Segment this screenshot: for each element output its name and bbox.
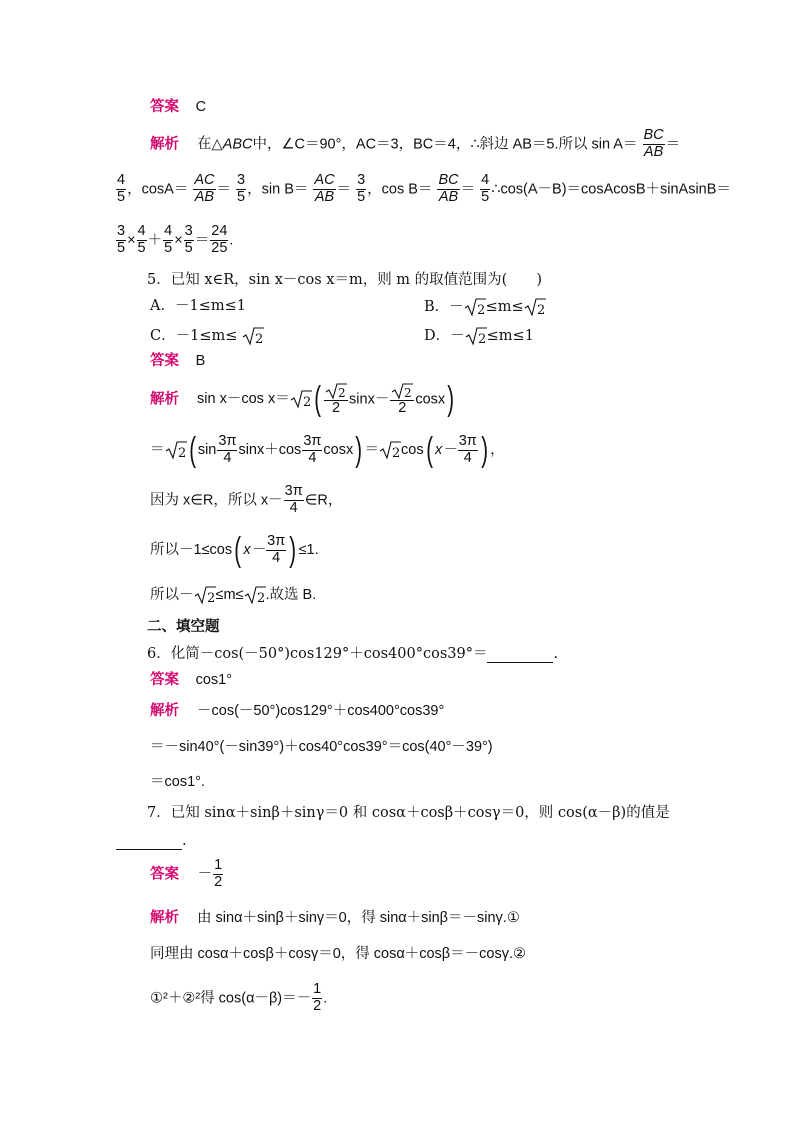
q5-analysis-line-3: 因为 x∈R，所以 x－ $\frac{3\pi}{4}$ ∈R， (150, 483, 343, 516)
svg-text:2: 2 (256, 591, 265, 605)
q6-analysis-line-2: ＝－sin40°(－sin39°)＋cos40°cos39°＝cos(40°－39°) (150, 739, 493, 755)
fraction-ac-ab-2: $\frac{AC}{AB}$ (314, 172, 335, 205)
q4-text: 中，∠C＝90°，AC＝3，BC＝4，∴斜边 AB＝5.所以 sin A＝ (252, 136, 638, 153)
fraction-4-5-2: $\frac{4}{5}$ (481, 172, 490, 205)
analysis-label: 解析 (150, 703, 179, 719)
q5-option-b: B．－ 2 ≤m≤ 2 (424, 299, 545, 317)
q4-text: 在 (197, 136, 212, 153)
q6-analysis-line-1: 解析 －cos(－50°)cos129°＋cos400°cos39° (150, 703, 445, 719)
q4-answer-value: C (195, 99, 207, 115)
svg-text:2: 2 (404, 386, 412, 400)
q4-analysis-line-1 (150, 128, 680, 161)
q4-text: ，sin B＝ (247, 181, 309, 198)
q6-answer-line (150, 673, 232, 688)
q6-analysis-line-3: ＝cos1°. (150, 774, 205, 790)
answer-label: 答案 (150, 672, 179, 688)
q5-option-d: D．－ 2 ≤m≤1 (424, 328, 534, 346)
answer-label: 答案 (150, 99, 179, 115)
analysis-label: 解析 (150, 391, 179, 408)
sqrt-symbol (464, 297, 486, 317)
q7-analysis-line-3: ①²＋②²得 cos(α－β)＝－ $\frac{1}{2}$ . (150, 981, 328, 1014)
q5-analysis-line-2: ＝ 2 ( sin $\frac{3\pi}{4}$ sinx＋cos $\frac{3\pi}{4}$ cosx) ＝ 2 cos( x－ $\frac{3\pi}{4}$ ) ， (150, 431, 505, 469)
q5-option-a: A．－1≤m≤1 (150, 298, 246, 314)
q5-answer-line (150, 354, 205, 369)
answer-label: 答案 (150, 866, 179, 883)
svg-text:2: 2 (177, 446, 186, 460)
q5-answer-value: B (195, 353, 206, 369)
q7-analysis-line-1: 解析 由 sinα＋sinβ＋sinγ＝0，得 sinα＋sinβ＝－sinγ.① (150, 910, 520, 926)
q5-option-c: C．－1≤m≤ 2 (150, 328, 264, 346)
fraction-bc-ab: $\frac{BC}{AB}$ (643, 127, 664, 160)
q5-stem: 5．已知 x∈R，sin x－cos x＝m，则 m 的取值范围为( ) (147, 272, 542, 288)
q7-stem-line-1: 7．已知 sinα＋sinβ＋sinγ＝0 和 cosα＋cosβ＋cosγ＝0，则 cos(α－β)的值是 (147, 805, 670, 821)
q4-text: ，cosA＝ (127, 181, 189, 198)
analysis-label: 解析 (150, 136, 179, 153)
q6-stem: 6．化简－cos(－50°)cos129°＋cos400°cos39°＝ . (147, 646, 559, 662)
triangle-symbol: △ (211, 136, 223, 153)
q4-text: ABC (222, 136, 253, 153)
answer-blank (116, 834, 182, 850)
svg-text:2: 2 (536, 303, 545, 317)
q5-analysis-line-4: 所以－1≤cos( x－ $\frac{3\pi}{4}$ ) ≤1. (150, 531, 319, 569)
q7-analysis-line-2: 同理由 cosα＋cosβ＋cosγ＝0，得 cosα＋cosβ＝－cosγ.② (150, 946, 526, 962)
fraction-24-25: $\frac{24}{25}$ (211, 223, 228, 256)
q7-answer-line: 答案 － $\frac{1}{2}$ (150, 857, 223, 890)
q4-answer-line (150, 100, 206, 115)
fraction-3-5: $\frac{3}{5}$ (237, 172, 246, 205)
q5-analysis-line-5: 所以－ 2 ≤m≤ 2 .故选 B. (150, 586, 317, 605)
answer-label: 答案 (150, 353, 179, 369)
q4-analysis-line-2: $\frac{4}{5}$ ，cosA＝ $\frac{AC}{AB}$ ＝ $\frac{3}{5}$ ，sin B＝ $\frac{AC}{AB}$ ＝ $\frac{3}{5}$ ，cos B＝ $\frac{BC}{AB}$ ＝ $\frac{4}{5}$ ∴cos(A－B)＝cosAcosB＋sinAsinB＝ (117, 172, 731, 205)
q4-text: ，cos B＝ (367, 181, 433, 198)
q4-text: ∴cos(A－B)＝cosAcosB＋sinAsinB＝ (491, 181, 731, 198)
q6-answer-value: cos1° (195, 672, 233, 688)
q5-analysis-line-1: 解析 sin x－cos x＝ 2 ( $\frac{2}{2}$ sinx－ $\frac{2}{2}$ cosx) (150, 380, 455, 419)
section-heading: 二、填空题 (147, 619, 220, 635)
svg-text:2: 2 (254, 332, 264, 346)
svg-text:2: 2 (476, 303, 485, 317)
analysis-label: 解析 (150, 910, 179, 926)
svg-text:2: 2 (392, 446, 401, 460)
svg-text:2: 2 (338, 386, 346, 400)
answer-blank (487, 647, 553, 663)
svg-text:2: 2 (302, 395, 311, 410)
q4-analysis-line-3: $\frac{3}{5}$ × $\frac{4}{5}$ ＋ $\frac{4}{5}$ × $\frac{3}{5}$ ＝ $\frac{24}{25}$ . (117, 223, 234, 256)
equals: ＝ (665, 136, 681, 153)
svg-text:2: 2 (477, 332, 486, 346)
fraction-ac-ab: $\frac{AC}{AB}$ (194, 172, 215, 205)
fraction-3-5-2: $\frac{3}{5}$ (357, 172, 366, 205)
fraction-bc-ab-2: $\frac{BC}{AB}$ (438, 172, 459, 205)
fraction-4-5: $\frac{4}{5}$ (117, 172, 126, 205)
q7-stem-line-2: . (116, 834, 187, 850)
svg-text:2: 2 (206, 591, 215, 605)
